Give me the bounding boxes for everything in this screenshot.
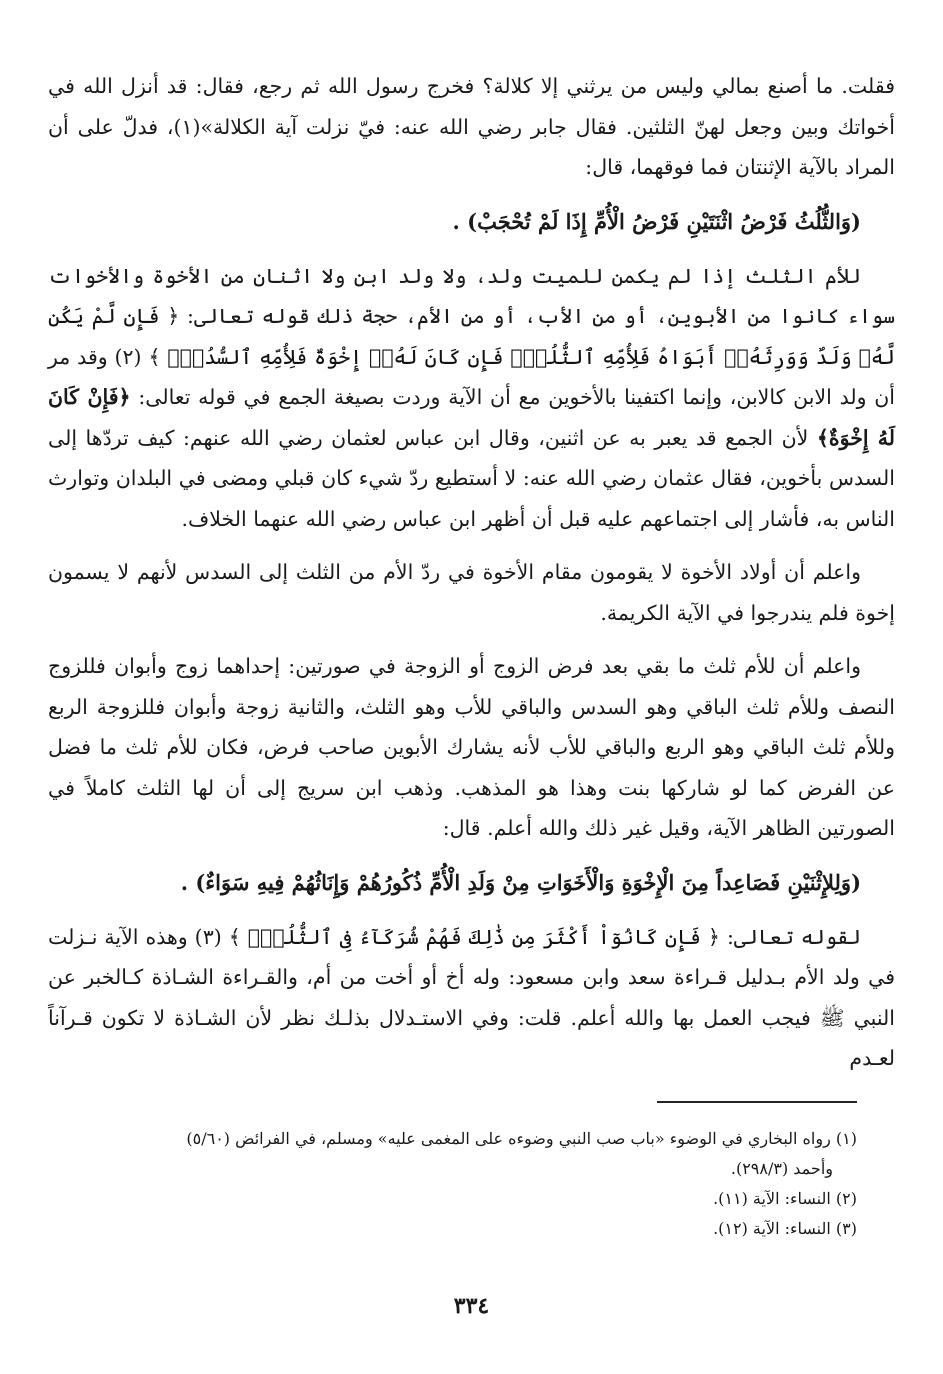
paragraph-two-cases: واعلم أن للأم ثلث ما بقي بعد فرض الزوج أو الزوجة في صورتين: إحداهما زوج وأبوان فللزوج النصف وللأم ثلث الباقي وهو السدس والباقي للأب وهو الثلث، والثانية زوجة وأبوان فللزوجة الربع وللأم ثلث الباقي وهو الربع والباقي للأب لأنه يشارك الأبوين صاحب فرض، فكان للأم ثلث ما فضل عن الفرض كما لو شاركها بنت وهذا هو المذهب. وذهب ابن سريج إلى أن لها الثلث كاملاً في الصورتين الظاهر الآية، وقيل غير ذلك والله أعلم. قال:	[48, 654, 895, 840]
paragraph-mother-third	[48, 256, 895, 540]
footnote-1-continued: وأحمد (٢٩٨/٣).	[730, 1159, 833, 1178]
quran-verse: ﴿ فَإِن كَانُوٓاْ أَكْثَرَ مِن ذَٰلِكَ فَهُمْ شُرَكَآءُ فِى ٱلثُّلُثِۚ ﴾	[228, 924, 720, 949]
quran-verse: ﴿ فَإِن لَّمْ يَكُن لَّهُۥ وَلَدٌ وَوَرِثَهُۥٓ أَبَوَاهُ فَلِأُمِّهِ ٱلثُّلُثُۚ فَإِن كَانَ لَهُۥٓ إِخْوَةٌ فَلِأُمِّهِ ٱلسُّدُسُۚ ﴾	[48, 304, 895, 369]
paragraph-text: للأم الثلث إذا لم يكمن للميت ولد، ولا ولد ابن ولا اثنان من الأخوة والأخوات سواء كانوا من الأبوين، أو من الأب، أو من الأم، حجة ذلك قوله تعالى:	[48, 263, 895, 328]
footnote-divider	[657, 1101, 857, 1103]
matn-heading-2: (وَلِلإِثْنَيْنِ فَصَاعِداً مِنَ الْإِخْوَةِ وَالْأَخَوَاتِ مِنْ وَلَدِ الْأُمِّ ذُكُورُهُمْ وَإِنَاثُهُمْ فِيهِ سَوَاءٌ) .	[180, 869, 861, 895]
footnote-2: (٢) النساء: الآية (١١).	[713, 1189, 857, 1208]
footnote-3: (٣) النساء: الآية (١٢).	[713, 1219, 857, 1238]
footnote-1: (١) رواه البخاري في الوضوء «باب صب النبي وضوءه على المغمى عليه» ومسلم، في الفرائض (٥/٦٠)	[186, 1129, 857, 1148]
paragraph-text: لأن الجمع قد يعبر به عن اثنين، وقال ابن عباس لعثمان رضي الله عنهم: كيف تردّها إلى السدس بأخوين، فقال عثمان رضي الله عنه: لا أستطيع ردّ شيء كان قبلي ومضى في البلدان وتوارث الناس به، فأشار إلى اجتماعهم عليه قبل أن أظهر ابن عباس رضي الله عنهما الخلاف.	[48, 425, 895, 531]
main-text	[48, 66, 895, 1092]
paragraph-text: لقوله تعالى:	[726, 924, 861, 949]
paragraph-brothers-children: واعلم أن أولاد الأخوة لا يقومون مقام الأخوة في ردّ الأم من الثلث إلى السدس لأنهم لا يسمون إخوة فلم يندرجوا في الآية الكريمة.	[48, 560, 895, 625]
footnotes	[60, 1124, 857, 1244]
paragraph-text: (٣) وهذه الآية نـزلت في ولد الأم بـدليل قـراءة سعد وابن مسعود: وله أخ أو أخت من أم، والقـراءة الشـاذة كـالخبر عن النبي ﷺ فيجب العمل بها والله أعلم. قلت: وفي الاستـدلال بذلـك نظر لأن الشـاذة لا تكون قـرآناً لعـدم	[48, 924, 895, 1070]
quran-verse: ﴿فَإِنْ كَانَ لَهُ إِخْوَةٌ﴾	[48, 385, 895, 450]
matn-heading-1: (وَالثُّلُثُ فَرْضُ اثْنَتَيْنِ فَرْضُ الْأُمِّ إِذَا لَمْ تُحْجَبْ) .	[452, 208, 861, 234]
paragraph-hadith: فقلت. ما أصنع بمالي وليس من يرثني إلا كلالة؟ فخرج رسول الله ثم رجع، فقال: قد أنزل الله في أخواتك وبين وجعل لهنّ الثلثين. فقال جابر رضي الله عنه: فيّ نزلت آية الكلالة»(١)، فدلّ على أن المراد بالآية الإثنتان فما فوقهما، قال:	[48, 74, 895, 179]
paragraph-text: (٢) وقد مر أن ولد الابن كالابن، وإنما اكتفينا بالأخوين مع أن الآية وردت بصيغة الجمع في قوله تعالى:	[48, 344, 895, 409]
page-number: ٣٣٤	[453, 1293, 490, 1319]
paragraph-maternal-siblings	[48, 917, 895, 1079]
